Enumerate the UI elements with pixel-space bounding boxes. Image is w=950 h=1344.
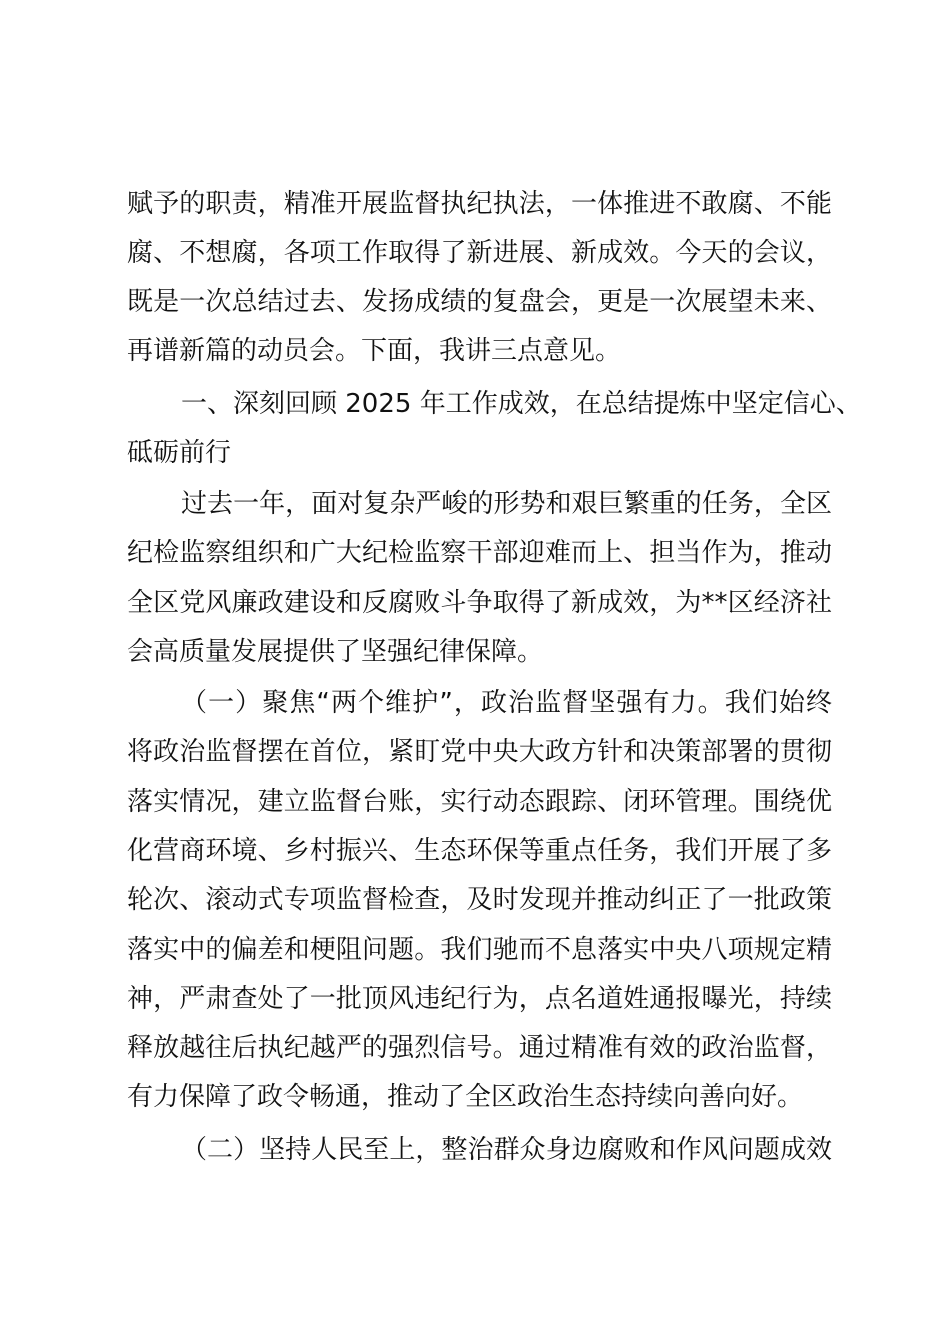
section-heading-line: 一、深刻回顾 2025 年工作成效，在总结提炼中坚定信心、 [181,389,862,419]
text-line: 腐、不想腐，各项工作取得了新进展、新成效。今天的会议， [127,238,832,268]
subsection-title-line: （二）坚持人民至上，整治群众身边腐败和作风问题成效 [181,1135,832,1165]
text-line: 将政治监督摆在首位，紧盯党中央大政方针和决策部署的贯彻 [127,737,832,767]
text-line: 释放越往后执纪越严的强烈信号。通过精准有效的政治监督， [127,1033,832,1063]
text-line: 赋予的职责，精准开展监督执纪执法，一体推进不敢腐、不能 [127,189,832,219]
text-line: 过去一年，面对复杂严峻的形势和艰巨繁重的任务，全区 [181,489,832,519]
text-line: 会高质量发展提供了坚强纪律保障。 [127,637,544,667]
text-line: 既是一次总结过去、发扬成绩的复盘会，更是一次展望未来、 [127,287,832,317]
text-line: 神，严肃查处了一批顶风违纪行为，点名道姓通报曝光，持续 [127,984,832,1014]
text-line: 落实情况，建立监督台账，实行动态跟踪、闭环管理。围绕优 [127,787,832,817]
text-line: 全区党风廉政建设和反腐败斗争取得了新成效，为**区经济社 [127,588,832,618]
text-line: 落实中的偏差和梗阻问题。我们驰而不息落实中央八项规定精 [127,935,832,965]
subsection-title-line: （一）聚焦“两个维护”，政治监督坚强有力。我们始终 [181,688,832,718]
section-heading-line: 砥砺前行 [127,438,232,468]
text-line: 纪检监察组织和广大纪检监察干部迎难而上、担当作为，推动 [127,538,832,568]
text-line: 轮次、滚动式专项监督检查，及时发现并推动纠正了一批政策 [127,885,832,915]
text-line: 再谱新篇的动员会。下面，我讲三点意见。 [127,336,622,366]
text-line: 化营商环境、乡村振兴、生态环保等重点任务，我们开展了多 [127,836,832,866]
text-line: 有力保障了政令畅通，推动了全区政治生态持续向善向好。 [127,1082,804,1112]
